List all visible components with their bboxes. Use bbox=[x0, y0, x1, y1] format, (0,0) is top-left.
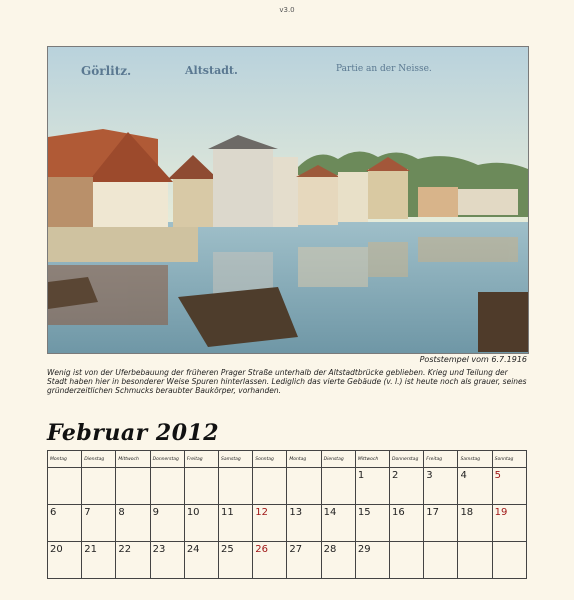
postcard-illustration bbox=[48, 47, 528, 353]
day-cell: 7 bbox=[82, 505, 116, 542]
day-cell: 15 bbox=[355, 505, 389, 542]
weekday-header: Montag bbox=[287, 451, 321, 468]
photo-city-label: Görlitz. bbox=[81, 64, 132, 78]
day-cell: 10 bbox=[184, 505, 218, 542]
day-cell: 16 bbox=[390, 505, 424, 542]
day-cell: 13 bbox=[287, 505, 321, 542]
postmark-note: Poststempel vom 6.7.1916 bbox=[419, 355, 527, 364]
day-cell bbox=[48, 468, 82, 505]
weekday-header: Freitag bbox=[424, 451, 458, 468]
day-cell: 18 bbox=[458, 505, 492, 542]
day-cell bbox=[184, 468, 218, 505]
day-cell: 17 bbox=[424, 505, 458, 542]
day-cell: 3 bbox=[424, 468, 458, 505]
day-cell: 21 bbox=[82, 542, 116, 579]
photo-part-label: Partie an der Neisse. bbox=[336, 64, 432, 74]
day-cell: 27 bbox=[287, 542, 321, 579]
day-cell bbox=[116, 468, 150, 505]
photo-district-label: Altstadt. bbox=[185, 64, 238, 77]
photo-caption: Wenig ist von der Uferbebauung der früheren Prager Straße unterhalb der Altstadtbrücke geblieben. Krieg und Teilung der Stadt haben hier in besonderer Weise Spuren hinterlassen. Lediglich das vierte Gebäude (v. l.) ist heute noch als grauer, seines gründerzeitlichen Schmucks beraubter Baukörper, vorhanden. bbox=[47, 368, 527, 395]
day-cell bbox=[150, 468, 184, 505]
weekday-header: Samstag bbox=[458, 451, 492, 468]
day-cell: 14 bbox=[321, 505, 355, 542]
day-cell bbox=[390, 542, 424, 579]
day-cell: 2 bbox=[390, 468, 424, 505]
day-cell-sunday bbox=[253, 468, 287, 505]
day-cell bbox=[219, 468, 253, 505]
weekday-header: Sonntag bbox=[253, 451, 287, 468]
weekday-header: Sonntag bbox=[492, 451, 526, 468]
calendar-grid bbox=[47, 450, 527, 579]
day-cell: 11 bbox=[219, 505, 253, 542]
week-row bbox=[48, 542, 527, 579]
weekday-header-row bbox=[48, 451, 527, 468]
day-cell-sunday: 5 bbox=[492, 468, 526, 505]
day-cell bbox=[458, 542, 492, 579]
weekday-header: Dienstag bbox=[82, 451, 116, 468]
weekday-header: Donnerstag bbox=[390, 451, 424, 468]
day-cell: 6 bbox=[48, 505, 82, 542]
day-cell: 23 bbox=[150, 542, 184, 579]
weekday-header: Freitag bbox=[184, 451, 218, 468]
day-cell-sunday: 19 bbox=[492, 505, 526, 542]
month-title: Februar 2012 bbox=[47, 420, 220, 446]
day-cell: 20 bbox=[48, 542, 82, 579]
day-cell: 9 bbox=[150, 505, 184, 542]
day-cell bbox=[321, 468, 355, 505]
day-cell: 24 bbox=[184, 542, 218, 579]
day-cell: 29 bbox=[355, 542, 389, 579]
day-cell bbox=[82, 468, 116, 505]
postcard-photo bbox=[47, 46, 529, 354]
weekday-header: Mittwoch bbox=[116, 451, 150, 468]
day-cell: 1 bbox=[355, 468, 389, 505]
week-row bbox=[48, 505, 527, 542]
day-cell bbox=[424, 542, 458, 579]
week-row bbox=[48, 468, 527, 505]
weekday-header: Mittwoch bbox=[355, 451, 389, 468]
day-cell-sunday bbox=[492, 542, 526, 579]
day-cell-sunday: 26 bbox=[253, 542, 287, 579]
day-cell: 25 bbox=[219, 542, 253, 579]
day-cell: 4 bbox=[458, 468, 492, 505]
day-cell bbox=[287, 468, 321, 505]
day-cell-sunday: 12 bbox=[253, 505, 287, 542]
weekday-header: Montag bbox=[48, 451, 82, 468]
weekday-header: Dienstag bbox=[321, 451, 355, 468]
day-cell: 8 bbox=[116, 505, 150, 542]
weekday-header: Samstag bbox=[219, 451, 253, 468]
day-cell: 22 bbox=[116, 542, 150, 579]
weekday-header: Donnerstag bbox=[150, 451, 184, 468]
version-label: v3.0 bbox=[279, 6, 295, 14]
day-cell: 28 bbox=[321, 542, 355, 579]
